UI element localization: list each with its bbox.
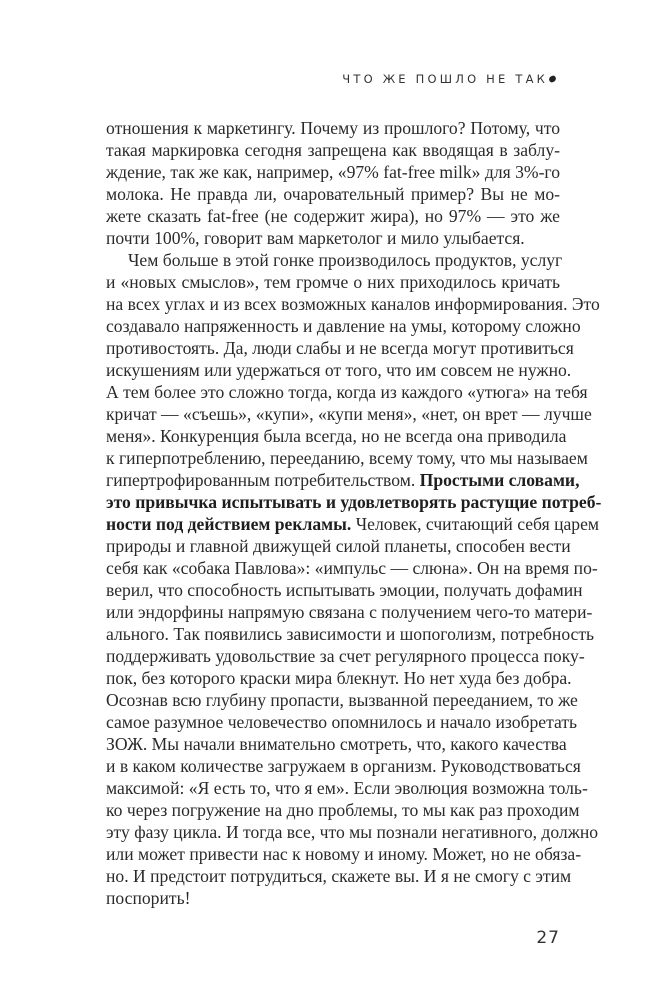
text-line: [106, 491, 602, 513]
text-line: [106, 711, 578, 733]
line-text: на всех углах и из всех возможных каналов информирования. Это: [106, 294, 600, 314]
text-line: [106, 315, 581, 337]
line-text: поспорить!: [106, 888, 191, 908]
line-text: противостоять. Да, люди слабы и не всегда могут противиться: [106, 338, 574, 358]
text-line: [106, 579, 583, 601]
line-text: пок, без которого краски мира блекнут. Но нет худа без добра.: [106, 668, 572, 688]
text-line: [106, 161, 560, 183]
text-line: [106, 139, 560, 161]
line-text: ко через погружение на дно проблемы, то мы как раз проходим: [106, 800, 580, 820]
line-text: кричат — «съешь», «купи», «купи меня», «нет, он врет — лучше: [106, 404, 592, 424]
text-line: [106, 293, 600, 315]
text-line: [106, 381, 588, 403]
line-text: себя как «собака Павлова»: «импульс — слюна». Он на время по-: [106, 558, 598, 578]
text-line: [106, 667, 572, 689]
text-line: [106, 513, 600, 535]
text-line: [106, 205, 560, 227]
line-text: но. И предстоит потрудиться, скажете вы. И я не смогу с этим: [106, 866, 572, 886]
text-line: [106, 755, 581, 777]
line-text: верил, что способность испытывать эмоции, получать дофамин: [106, 580, 583, 600]
text-line: [106, 689, 578, 711]
text-line: [106, 359, 572, 381]
line-text: к гиперпотреблению, перееданию, всему тому, что мы называем: [106, 448, 588, 468]
text-line: [106, 821, 599, 843]
line-text: и в каком количестве загружаем в организм. Руководствоваться: [106, 756, 581, 776]
text-line: [106, 403, 592, 425]
text-line: [106, 425, 567, 447]
line-text: почти 100%, говорит вам маркетолог и мило улыбается.: [106, 228, 525, 248]
text-line: [106, 227, 560, 249]
line-text: меня». Конкуренция была всегда, но не всегда она приводила: [106, 426, 567, 446]
line-text: такая маркировка сегодня запрещена как вводящая в заблу-: [106, 140, 560, 160]
bullet-dot-icon: [548, 75, 557, 83]
bold-text: это привычка испытывать и удовлетворять растущие потреб-: [106, 492, 602, 512]
line-text: жете сказать fat-free (не содержит жира), но 97% — это же: [106, 206, 560, 226]
line-text: ального. Так появились зависимости и шопоголизм, потребность: [106, 624, 595, 644]
bold-text: Простыми словами,: [419, 470, 580, 490]
text-line: [106, 601, 593, 623]
line-text: природы и главной движущей силой планеты, способен вести: [106, 536, 571, 556]
running-header: [342, 72, 556, 86]
text-line: [106, 535, 571, 557]
text-line: [106, 645, 585, 667]
text-line: [106, 249, 563, 271]
line-text: самое разумное человечество опомнилось и начало изобретать: [106, 712, 578, 732]
line-text: эту фазу цикла. И тогда все, что мы познали негативного, должно: [106, 822, 599, 842]
line-text: А тем более это сложно тогда, когда из каждого «утюга» на тебя: [106, 382, 588, 402]
text-line: [106, 469, 580, 491]
line-text: ЗОЖ. Мы начали внимательно смотреть, что, какого качества: [106, 734, 567, 754]
line-text: Чем больше в этой гонке производилось продуктов, услуг: [128, 250, 563, 270]
text-line: [106, 865, 572, 887]
text-line: [106, 887, 560, 909]
line-text: гипертрофированным потребительством.: [106, 470, 420, 490]
line-text: искушениям или удержаться от того, что им совсем не нужно.: [106, 360, 572, 380]
line-text: Человек, считающий себя царем: [351, 514, 600, 534]
line-text: или может привести нас к новому и иному. Может, но не обяза-: [106, 844, 582, 864]
line-text: Осознав всю глубину пропасти, вызванной перееданием, то же: [106, 690, 578, 710]
line-text: создавало напряженность и давление на умы, которому сложно: [106, 316, 581, 336]
text-line: [106, 843, 582, 865]
running-title: ЧТО ЖЕ ПОШЛО НЕ ТАК: [342, 72, 548, 86]
line-text: молока. Не правда ли, очаровательный пример? Вы не мо-: [106, 184, 560, 204]
line-text: или эндорфины напрямую связана с получением чего-то матери-: [106, 602, 593, 622]
line-text: максимой: «Я есть то, что я ем». Если эволюция возможна толь-: [106, 778, 588, 798]
text-line: [106, 447, 588, 469]
text-line: [106, 117, 560, 139]
line-text: ждение, так же как, например, «97% fat-free milk» для 3%-го: [106, 162, 560, 182]
text-line: [106, 623, 595, 645]
page-number: 27: [536, 928, 560, 948]
line-text: отношения к маркетингу. Почему из прошлого? Потому, что: [106, 118, 560, 138]
bold-text: ности под действием рекламы.: [106, 514, 352, 534]
line-text: и «новых смыслов», тем громче о них приходилось кричать: [106, 272, 560, 292]
body-text: [106, 117, 602, 909]
text-line: [106, 557, 598, 579]
text-line: [106, 271, 560, 293]
text-line: [106, 337, 574, 359]
text-line: [106, 733, 567, 755]
text-line: [106, 777, 588, 799]
line-text: поддерживать удовольствие за счет регулярного процесса поку-: [106, 646, 585, 666]
text-line: [106, 183, 560, 205]
text-line: [106, 799, 580, 821]
